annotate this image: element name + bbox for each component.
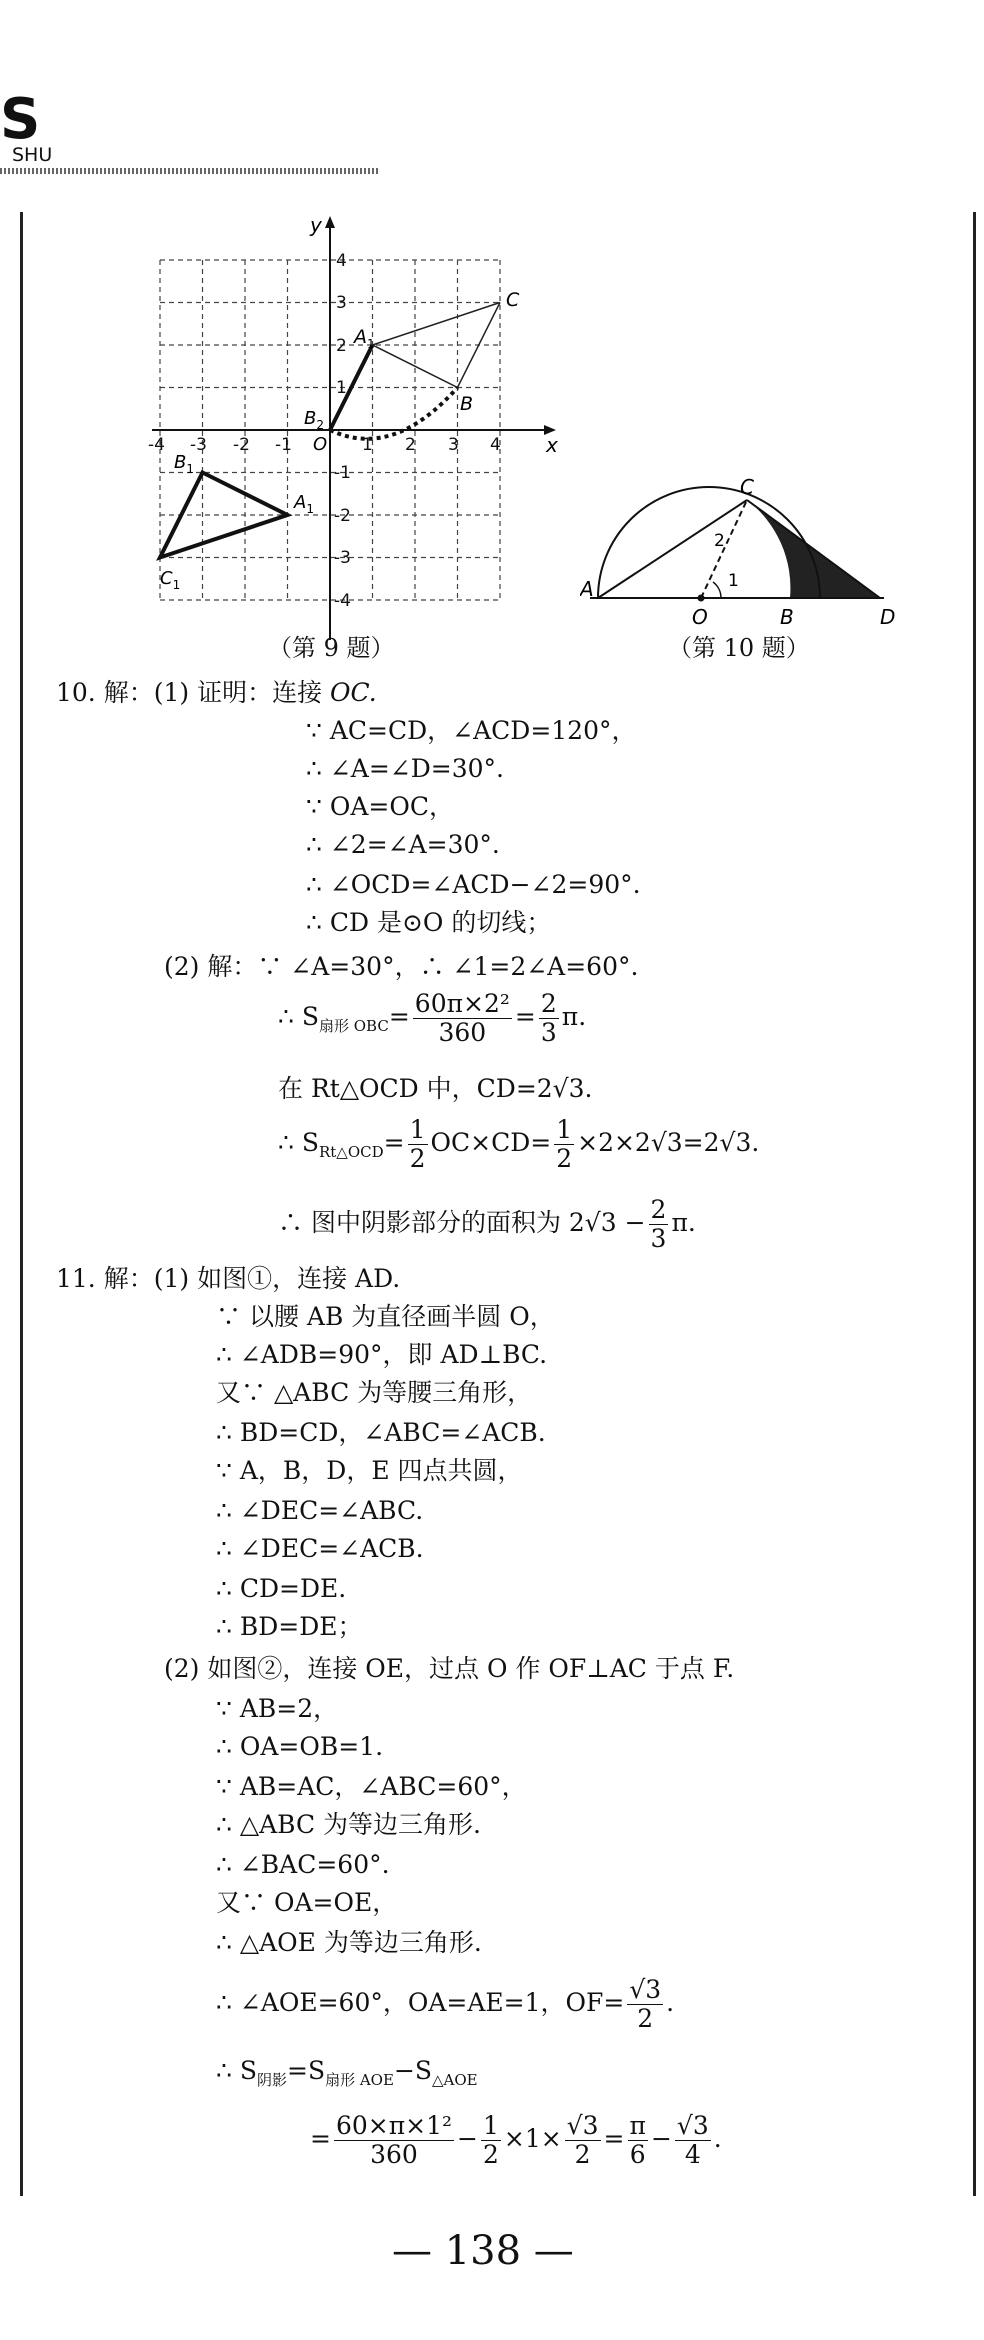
header-rule [0, 168, 380, 174]
q10-answer: ∴ 图中阴影部分的面积为 2√3 − $\frac{2}{3}$ π. [278, 1195, 696, 1253]
q11-line: ∴ ∠DEC=∠ABC. [216, 1496, 424, 1525]
fraction: $\frac{1}{2}$ [482, 2111, 499, 2169]
fig10-label-b: B [780, 605, 794, 629]
fig9-ytick: 4 [336, 251, 347, 271]
q11-line: ∴ ∠ADB=90°，即 AD⊥BC. [216, 1340, 548, 1369]
fig9-caption: （第 9 题） [268, 634, 395, 662]
q11-line: ∵ AB=2， [216, 1694, 339, 1723]
q11-heading: 11. 解：(1) 如图①，连接 AD. [56, 1264, 401, 1293]
fig9-ytick: 1 [336, 378, 347, 398]
fig9-ytick: 2 [336, 336, 347, 356]
q10-line: ∴ ∠2=∠A=30°. [306, 830, 500, 859]
q10-part2-heading: (2) 解：∵ ∠A=30°，∴ ∠1=2∠A=60°. [164, 952, 639, 981]
q10-sector-area: ∴ $S_{扇形 OBC}=$ $\frac{\text{60π×2²}}{360}$ = $\frac{2}{3}$ π. [278, 989, 587, 1047]
fraction: $\frac{2}{3}$ [650, 1195, 667, 1253]
fraction: $\frac{2}{3}$ [540, 989, 557, 1047]
fig9-label-c1: $C_1$ [160, 568, 181, 592]
q11-line: 又∵ △ABC 为等腰三角形， [216, 1378, 533, 1407]
q11-line: ∴ △AOE 为等边三角形. [216, 1928, 482, 1957]
fig9-xtick: 1 [362, 435, 373, 455]
fig9-xtick: -4 [148, 435, 165, 455]
fig9-ytick: -1 [334, 463, 351, 483]
q11-line: ∴ ∠DEC=∠ACB. [216, 1534, 424, 1563]
q11-line: 又∵ OA=OE， [216, 1888, 398, 1917]
q10-line: ∵ AC=CD，∠ACD=120°， [306, 716, 637, 745]
fraction: $\frac{\text{60π×2²}}{360}$ [414, 989, 510, 1047]
q11-of-line: ∴ ∠AOE=60°，OA=AE=1，OF= $\frac{√3}{2}$ . [216, 1975, 675, 2033]
q11-shaded-area-result: = $\frac{\text{60×π×1²}}{360}$ − $\frac{1}{2}$ ×1× $\frac{√3}{2}$ = $\frac{\pi}{6}$ − $\frac{√3}{4}$ . [310, 2111, 722, 2169]
right-margin-rule [973, 212, 976, 2196]
fig9-ytick: -3 [334, 548, 351, 568]
q11-line: ∴ BD=CD，∠ABC=∠ACB. [216, 1418, 546, 1447]
fraction: $\frac{1}{2}$ [409, 1115, 426, 1173]
left-margin-rule [20, 212, 23, 2196]
figure-9 [148, 210, 568, 640]
q10-line: ∴ ∠A=∠D=30°. [306, 754, 504, 783]
fraction: $\frac{√3}{4}$ [676, 2111, 709, 2169]
fig10-label-a: A [580, 577, 594, 601]
page-number: — 138 — [392, 2228, 574, 2274]
fig9-xtick: 3 [448, 435, 459, 455]
fig9-triangle-abc [373, 303, 501, 388]
fig10-caption: （第 10 题） [668, 634, 810, 662]
fig9-ytick: -2 [334, 506, 351, 526]
figure-10 [580, 470, 900, 630]
fig9-xtick: 4 [490, 435, 501, 455]
q10-heading: 10. 解：(1) 证明：连接 OC. [56, 678, 377, 707]
q10-line: ∴ ∠OCD=∠ACD−∠2=90°. [306, 870, 641, 899]
fig9-label-b: B [460, 393, 474, 415]
q11-part2-heading: (2) 如图②，连接 OE，过点 O 作 OF⊥AC 于点 F. [164, 1654, 735, 1683]
fig9-axes [152, 216, 556, 640]
q11-line: ∴ BD=DE； [216, 1612, 363, 1641]
fig9-xtick: -2 [233, 435, 250, 455]
fraction: $\frac{√3}{2}$ [629, 1975, 662, 2033]
q11-line: ∵ 以腰 AB 为直径画半圆 O， [216, 1302, 555, 1331]
fig9-label-b1: $B_1$ [174, 452, 194, 476]
fig9-label-a: $A_1$ [354, 326, 375, 351]
q11-line: ∴ ∠BAC=60°. [216, 1850, 390, 1879]
fraction: $\frac{1}{2}$ [556, 1115, 573, 1173]
fig10-label-d: D [880, 605, 896, 629]
fig9-x-label: x [546, 433, 558, 457]
fig9-label-a1: $A_1$ [294, 492, 314, 516]
fig10-center-dot [698, 595, 705, 602]
header-logo: S [0, 87, 41, 152]
fig9-y-label: y [310, 213, 322, 237]
fig10-label-angle1: 1 [728, 571, 739, 591]
fig10-label-o: O [692, 605, 708, 629]
fig10-angle-mark [713, 582, 721, 598]
q11-line: ∴ CD=DE. [216, 1574, 347, 1603]
fig10-label-c: C [740, 475, 754, 499]
fig9-label-c: C [506, 289, 520, 311]
fig9-xtick: -3 [190, 435, 207, 455]
q11-line: ∴ △ABC 为等边三角形. [216, 1810, 481, 1839]
fraction: $\frac{\text{60×π×1²}}{360}$ [335, 2111, 453, 2169]
q11-line: ∵ A，B，D，E 四点共圆， [216, 1456, 523, 1485]
q11-line: ∴ OA=OB=1. [216, 1732, 384, 1761]
fraction: $\frac{\pi}{6}$ [629, 2111, 646, 2169]
fig9-origin: O [313, 434, 328, 455]
q10-rt-line: 在 Rt△OCD 中，CD=2√3. [278, 1074, 593, 1103]
q11-line: ∵ AB=AC，∠ABC=60°， [216, 1772, 527, 1801]
fraction: $\frac{√3}{2}$ [566, 2111, 599, 2169]
fig9-label-b2: $B_2$ [304, 408, 324, 432]
q10-line: ∴ CD 是⊙O 的切线； [306, 908, 552, 937]
fig9-ytick: -4 [334, 591, 351, 611]
q11-shaded-area-formula: ∴ $S_{阴影}=S_{扇形 AOE}-S_{\triangle AOE}$ [216, 2056, 478, 2089]
q10-line: ∵ OA=OC， [306, 792, 454, 821]
fig10-label-angle2: 2 [714, 531, 725, 551]
header-sub: SHU [12, 144, 53, 166]
fig9-ytick: 3 [336, 293, 347, 313]
fig9-xtick: 2 [405, 435, 416, 455]
fig9-xtick: -1 [275, 435, 292, 455]
q10-triangle-area: ∴ $S_{Rt\triangle OCD}=$ $\frac{1}{2}$ OC×CD= $\frac{1}{2}$ ×2×2√3=2√3. [278, 1115, 760, 1173]
